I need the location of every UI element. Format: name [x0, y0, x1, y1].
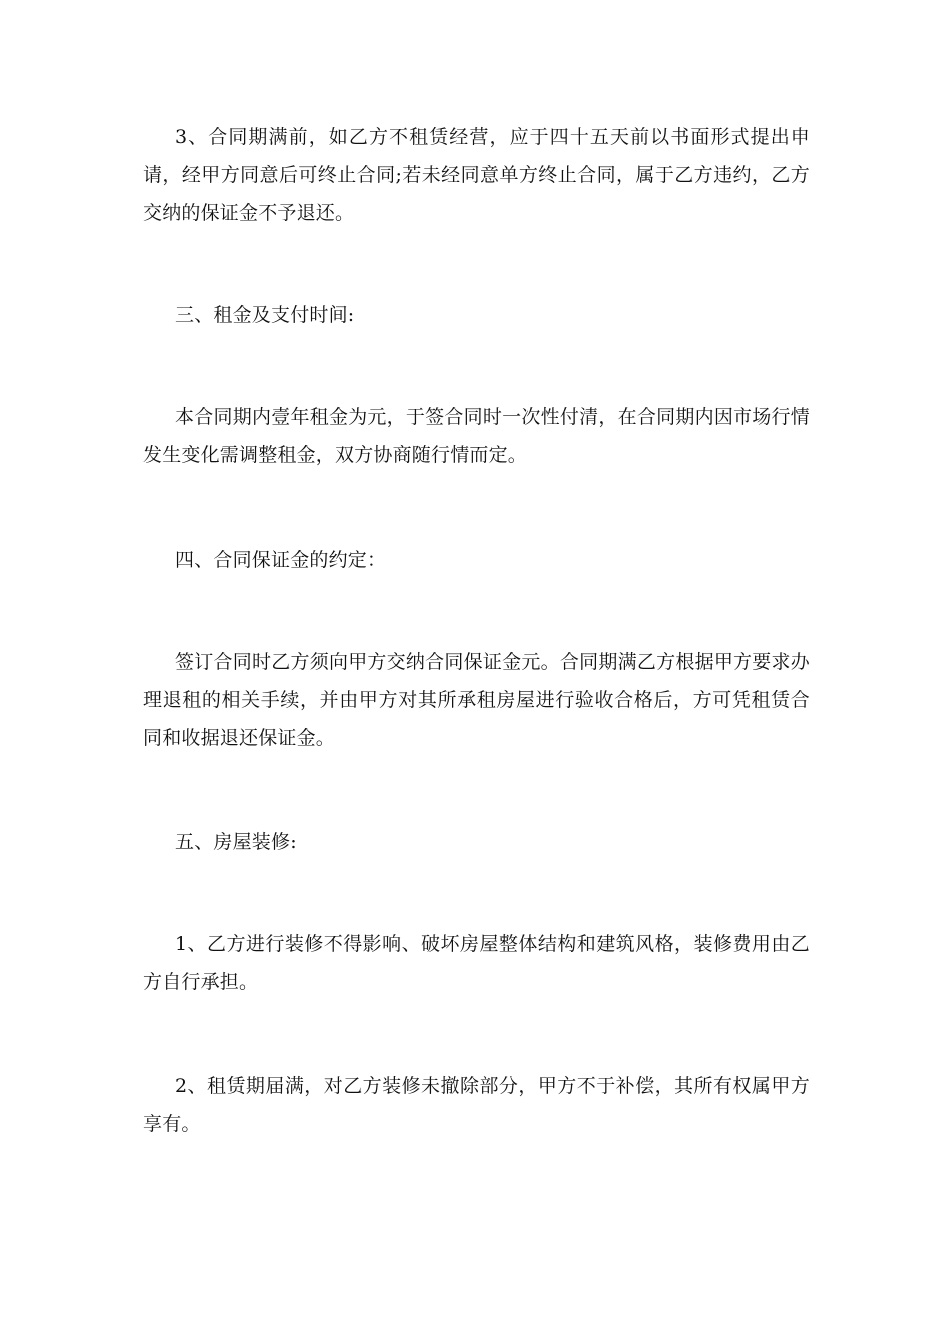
rent-payment-paragraph: 本合同期内壹年租金为元，于签合同时一次性付清，在合同期内因市场行情发生变化需调整租金，双方协商随行情而定。	[143, 406, 810, 466]
section-heading-renovation: 五、房屋装修:	[175, 831, 297, 853]
clause-3-early-termination: 3、合同期满前，如乙方不租赁经营，应于四十五天前以书面形式提出申请，经甲方同意后可终止合同;若未经同意单方终止合同，属于乙方违约，乙方交纳的保证金不予退还。	[143, 126, 810, 224]
section-heading-deposit: 四、合同保证金的约定：	[175, 549, 387, 571]
renovation-clause-2: 2、租赁期届满，对乙方装修未撤除部分，甲方不于补偿，其所有权属甲方享有。	[143, 1075, 810, 1135]
renovation-clause-1: 1、乙方进行装修不得影响、破坏房屋整体结构和建筑风格，装修费用由乙方自行承担。	[143, 933, 810, 993]
section-heading-rent-payment: 三、租金及支付时间:	[175, 304, 355, 326]
deposit-paragraph: 签订合同时乙方须向甲方交纳合同保证金元。合同期满乙方根据甲方要求办理退租的相关手续，并由甲方对其所承租房屋进行验收合格后，方可凭租赁合同和收据退还保证金。	[143, 651, 810, 749]
